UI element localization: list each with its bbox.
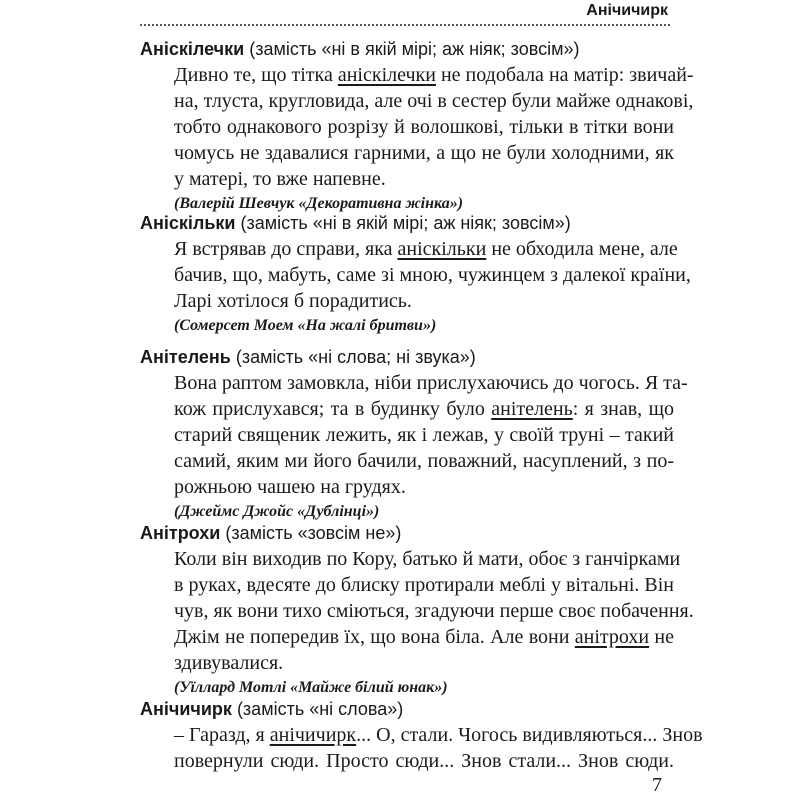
entry-gloss: (замість «ні слова») — [236, 699, 404, 719]
quote-line: у матері, то вже напевне. — [174, 168, 386, 190]
entry-quote — [174, 370, 688, 524]
quote-line: здивувалися. — [174, 652, 284, 674]
running-head — [140, 0, 670, 26]
quote-line: Вона раптом замовкла, ніби прислухаючись до чогось. Я та- — [174, 372, 688, 394]
quote-source: (Сомерсет Моем «На жалі бритви») — [174, 317, 437, 334]
highlighted-word: аніскільки — [397, 238, 487, 260]
quote-source: (Джеймс Джойс «Дублінці») — [174, 503, 380, 520]
dictionary-entry — [140, 696, 703, 774]
entry-gloss: (замість «ні в якій мірі; аж ніяк; зовсім») — [240, 213, 571, 233]
quote-line: на, тлуста, кругловида, але очі в сестер були майже однакові, — [174, 90, 694, 112]
dictionary-entry — [140, 520, 694, 700]
quote-line: рожньою чашею на грудях. — [174, 476, 406, 498]
entry-term: Аніскільки — [140, 213, 236, 233]
entry-quote — [174, 546, 694, 700]
quote-line: тобто однакового розрізу й волошкові, тільки в тітки вони — [174, 116, 674, 138]
quote-line: Дивно те, що тітка аніскілечки не подобала на матір: звичай- — [174, 64, 694, 86]
entry-term: Аніскілечки — [140, 39, 245, 59]
quote-line: чомусь не здавалися гарними, а що не були холодними, як — [174, 142, 674, 164]
entry-term: Анітелень — [140, 347, 231, 367]
running-title: Анічичирк — [586, 2, 668, 19]
highlighted-word: анічичирк — [269, 724, 357, 746]
entry-headline — [140, 696, 680, 722]
highlighted-word: анітелень — [491, 398, 573, 420]
entry-gloss: (замість «зовсім не») — [225, 523, 402, 543]
entry-headline — [140, 520, 680, 546]
dictionary-entry — [140, 344, 688, 524]
quote-line: повернули сюди. Просто сюди... Знов стали... Знов сюди. — [174, 750, 674, 772]
quote-line: старий священик лежить, як і лежав, у своїй труні – такий — [174, 424, 674, 446]
quote-line: чув, як вони тихо сміються, згадуючи перше своє побачення. — [174, 600, 694, 622]
dictionary-entry — [140, 210, 691, 338]
entry-headline — [140, 344, 680, 370]
entry-headline — [140, 210, 680, 236]
quote-source: (Уїллард Мотлі «Майже білий юнак») — [174, 679, 448, 696]
dictionary-entry — [140, 36, 694, 216]
quote-line: Я встрявав до справи, яка аніскільки не обходила мене, але — [174, 238, 678, 260]
quote-line: самий, яким ми його бачили, поважний, насуплений, з по- — [174, 450, 674, 472]
quote-source: (Валерій Шевчук «Декоративна жінка») — [174, 195, 464, 212]
quote-line: Джім не попередив їх, що вона біла. Але вони анітрохи не — [174, 626, 674, 648]
entry-headline — [140, 36, 680, 62]
entry-quote — [174, 62, 694, 216]
quote-line: Ларі хотілося б порадитись. — [174, 290, 412, 312]
quote-line: в руках, вдесяте до блиску протирали меблі у вітальні. Він — [174, 574, 674, 596]
entry-term: Анітрохи — [140, 523, 221, 543]
page-number: 7 — [652, 774, 662, 796]
entry-gloss: (замість «ні слова; ні звука») — [235, 347, 476, 367]
highlighted-word: анітрохи — [574, 626, 650, 648]
entry-quote — [174, 236, 691, 338]
entry-quote — [174, 722, 703, 774]
quote-line: бачив, що, мабуть, саме зі мною, чужинцем з далекої країни, — [174, 264, 691, 286]
quote-line: Коли він виходив по Кору, батько й мати, обоє з ганчірками — [174, 548, 681, 570]
highlighted-word: аніскілечки — [337, 64, 436, 86]
quote-line: – Гаразд, я анічичирк... О, стали. Чогось видивляються... Знов — [174, 724, 703, 746]
quote-line: кож прислухався; та в будинку було анітелень: я знав, що — [174, 398, 674, 420]
entry-gloss: (замість «ні в якій мірі; аж ніяк; зовсім») — [249, 39, 580, 59]
entry-term: Анічичирк — [140, 699, 232, 719]
